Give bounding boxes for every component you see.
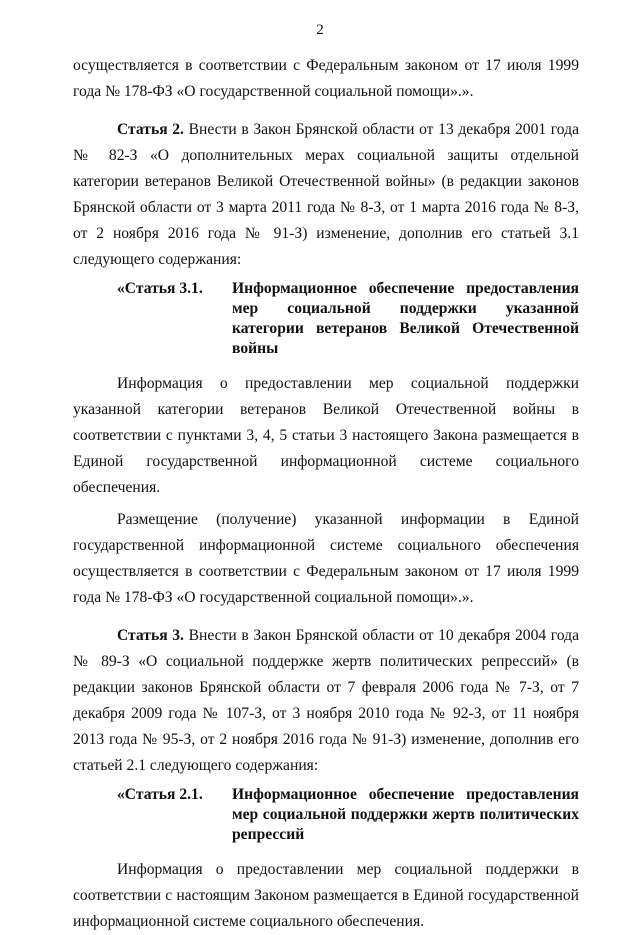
- article-3-text: Внести в Закон Брянской области от 10 декабря 2004 года № 89-З «О социальной поддержке жертв политических репрессий» (в редакции законов Брянской области от 7 февраля 2006 года № 7-З, от 7 декабря 2009 года № 107-З, от 3 ноября 2010 года № 92-З, от 11 ноября 2013 года № 95-З, от 2 ноября 2016 года № 91-З) изменение, дополнив его статьей 2.1 следующего содержания:: [73, 627, 579, 774]
- article-2-1-title: Информационное обеспечение предоставления мер социальной поддержки жертв политических репрессий: [232, 786, 579, 843]
- article-3-1-title: Информационное обеспечение предоставления мер социальной поддержки указанной категории ветеранов Великой Отечественной войны: [232, 280, 579, 357]
- article-3-paragraph: [73, 623, 579, 779]
- document-body: [73, 53, 579, 935]
- article-2-1-heading: [73, 785, 579, 845]
- article-2-1-number: «Статья 2.1.: [117, 786, 203, 803]
- paragraph-continuation: осуществляется в соответствии с Федеральным законом от 17 июля 1999 года № 178-ФЗ «О государственной социальной помощи».».: [73, 57, 579, 100]
- article-2-paragraph: [73, 117, 579, 273]
- article-3-label: Статья 3.: [117, 627, 184, 644]
- article-2-1-paragraph: Информация о предоставлении мер социальной поддержки в соответствии с настоящим Законом размещается в Единой государственной информационной системе социального обеспечения.: [73, 861, 579, 930]
- article-3-1-number: «Статья 3.1.: [117, 280, 203, 297]
- article-2-text: Внести в Закон Брянской области от 13 декабря 2001 года № 82-З «О дополнительных мерах социальной защиты отдельной категории ветеранов Великой Отечественной войны» (в редакции законов Брянской области от 3 марта 2011 года № 8-З, от 1 марта 2016 года № 8-З, от 2 ноября 2016 года № 91-З) изменение, дополнив его статьей 3.1 следующего содержания:: [73, 121, 579, 268]
- article-3-1-heading: [73, 279, 579, 359]
- article-3-1-paragraph-2: Размещение (получение) указанной информации в Единой государственной информационной системе социального обеспечения осуществляется в соответствии с Федеральным законом от 17 июля 1999 года № 178-ФЗ «О государственной социальной помощи».».: [73, 511, 579, 606]
- page-number: 2: [316, 22, 324, 38]
- article-3-1-paragraph-1: Информация о предоставлении мер социальной поддержки указанной категории ветеранов Великой Отечественной войны в соответствии с пунктами 3, 4, 5 статьи 3 настоящего Закона размещается в Единой государственной информационной системе социального обеспечения.: [73, 375, 579, 496]
- article-2-label: Статья 2.: [117, 121, 184, 138]
